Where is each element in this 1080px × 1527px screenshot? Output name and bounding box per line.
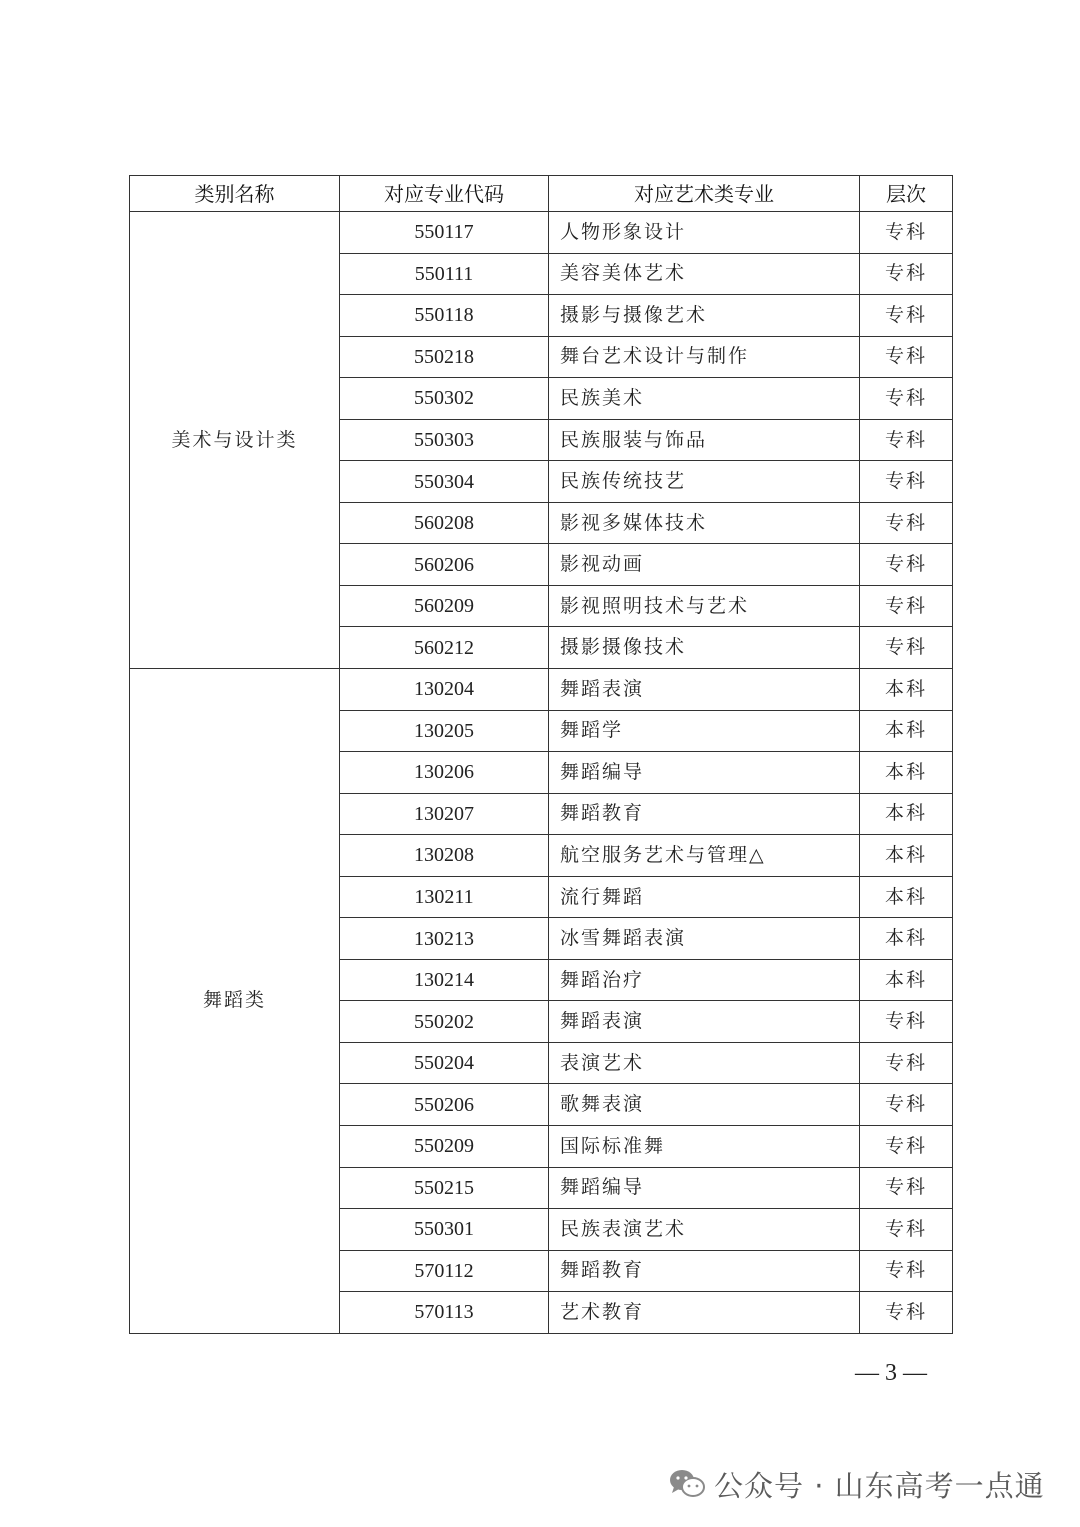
level-cell: 本科 (860, 959, 953, 1001)
level-cell: 专科 (860, 461, 953, 503)
watermark (668, 1462, 1045, 1506)
wechat-icon (668, 1468, 706, 1500)
level-cell: 本科 (860, 918, 953, 960)
major-name-cell: 国际标准舞 (549, 1126, 860, 1168)
major-name-cell: 民族传统技艺 (549, 461, 860, 503)
code-cell: 550218 (340, 336, 549, 378)
major-table (129, 175, 953, 1334)
header-code: 对应专业代码 (340, 176, 549, 212)
code-cell: 130205 (340, 710, 549, 752)
major-name-cell: 人物形象设计 (549, 212, 860, 254)
code-cell: 550302 (340, 378, 549, 420)
major-name-cell: 影视动画 (549, 544, 860, 586)
table-row (130, 669, 953, 711)
major-name-cell: 摄影与摄像艺术 (549, 295, 860, 337)
table-body (130, 212, 953, 1334)
code-cell: 130211 (340, 876, 549, 918)
major-name-cell: 摄影摄像技术 (549, 627, 860, 669)
code-cell: 550206 (340, 1084, 549, 1126)
code-cell: 560208 (340, 502, 549, 544)
code-cell: 550303 (340, 419, 549, 461)
code-cell: 550215 (340, 1167, 549, 1209)
major-name-cell: 美容美体艺术 (549, 253, 860, 295)
table-row (130, 212, 953, 254)
level-cell: 专科 (860, 1001, 953, 1043)
level-cell: 专科 (860, 212, 953, 254)
major-name-cell: 舞蹈表演 (549, 669, 860, 711)
level-cell: 专科 (860, 378, 953, 420)
major-name-cell: 影视多媒体技术 (549, 502, 860, 544)
level-cell: 专科 (860, 1209, 953, 1251)
level-cell: 专科 (860, 295, 953, 337)
major-name-cell: 航空服务艺术与管理△ (549, 835, 860, 877)
code-cell: 550301 (340, 1209, 549, 1251)
code-cell: 550202 (340, 1001, 549, 1043)
level-cell: 专科 (860, 585, 953, 627)
major-name-cell: 舞蹈教育 (549, 1250, 860, 1292)
major-name-cell: 舞蹈编导 (549, 752, 860, 794)
header-category: 类别名称 (130, 176, 340, 212)
code-cell: 550209 (340, 1126, 549, 1168)
header-level: 层次 (860, 176, 953, 212)
category-cell: 美术与设计类 (130, 212, 340, 669)
major-name-cell: 表演艺术 (549, 1042, 860, 1084)
category-cell: 舞蹈类 (130, 669, 340, 1334)
code-cell: 550118 (340, 295, 549, 337)
major-name-cell: 影视照明技术与艺术 (549, 585, 860, 627)
watermark-text: 公众号 · 山东高考一点通 (714, 1468, 1045, 1503)
level-cell: 本科 (860, 669, 953, 711)
major-name-cell: 舞台艺术设计与制作 (549, 336, 860, 378)
major-name-cell: 冰雪舞蹈表演 (549, 918, 860, 960)
page-number: — 3 — (855, 1360, 927, 1386)
major-name-cell: 舞蹈治疗 (549, 959, 860, 1001)
level-cell: 本科 (860, 752, 953, 794)
level-cell: 专科 (860, 1126, 953, 1168)
major-name-cell: 舞蹈编导 (549, 1167, 860, 1209)
level-cell: 专科 (860, 1042, 953, 1084)
code-cell: 570113 (340, 1292, 549, 1334)
level-cell: 专科 (860, 336, 953, 378)
major-name-cell: 舞蹈学 (549, 710, 860, 752)
level-cell: 专科 (860, 1084, 953, 1126)
level-cell: 本科 (860, 835, 953, 877)
code-cell: 550304 (340, 461, 549, 503)
code-cell: 130207 (340, 793, 549, 835)
major-name-cell: 舞蹈表演 (549, 1001, 860, 1043)
level-cell: 专科 (860, 253, 953, 295)
level-cell: 专科 (860, 502, 953, 544)
level-cell: 专科 (860, 544, 953, 586)
level-cell: 专科 (860, 419, 953, 461)
major-name-cell: 流行舞蹈 (549, 876, 860, 918)
major-name-cell: 舞蹈教育 (549, 793, 860, 835)
code-cell: 570112 (340, 1250, 549, 1292)
level-cell: 专科 (860, 1167, 953, 1209)
major-name-cell: 歌舞表演 (549, 1084, 860, 1126)
level-cell: 专科 (860, 1292, 953, 1334)
code-cell: 550117 (340, 212, 549, 254)
level-cell: 本科 (860, 793, 953, 835)
code-cell: 130214 (340, 959, 549, 1001)
code-cell: 130204 (340, 669, 549, 711)
code-cell: 550111 (340, 253, 549, 295)
header-major: 对应艺术类专业 (549, 176, 860, 212)
code-cell: 560209 (340, 585, 549, 627)
header-row (130, 176, 953, 212)
code-cell: 550204 (340, 1042, 549, 1084)
level-cell: 本科 (860, 710, 953, 752)
major-name-cell: 民族美术 (549, 378, 860, 420)
major-name-cell: 民族表演艺术 (549, 1209, 860, 1251)
code-cell: 130206 (340, 752, 549, 794)
level-cell: 专科 (860, 627, 953, 669)
major-name-cell: 艺术教育 (549, 1292, 860, 1334)
code-cell: 560212 (340, 627, 549, 669)
code-cell: 130208 (340, 835, 549, 877)
code-cell: 130213 (340, 918, 549, 960)
level-cell: 专科 (860, 1250, 953, 1292)
code-cell: 560206 (340, 544, 549, 586)
major-name-cell: 民族服装与饰品 (549, 419, 860, 461)
level-cell: 本科 (860, 876, 953, 918)
